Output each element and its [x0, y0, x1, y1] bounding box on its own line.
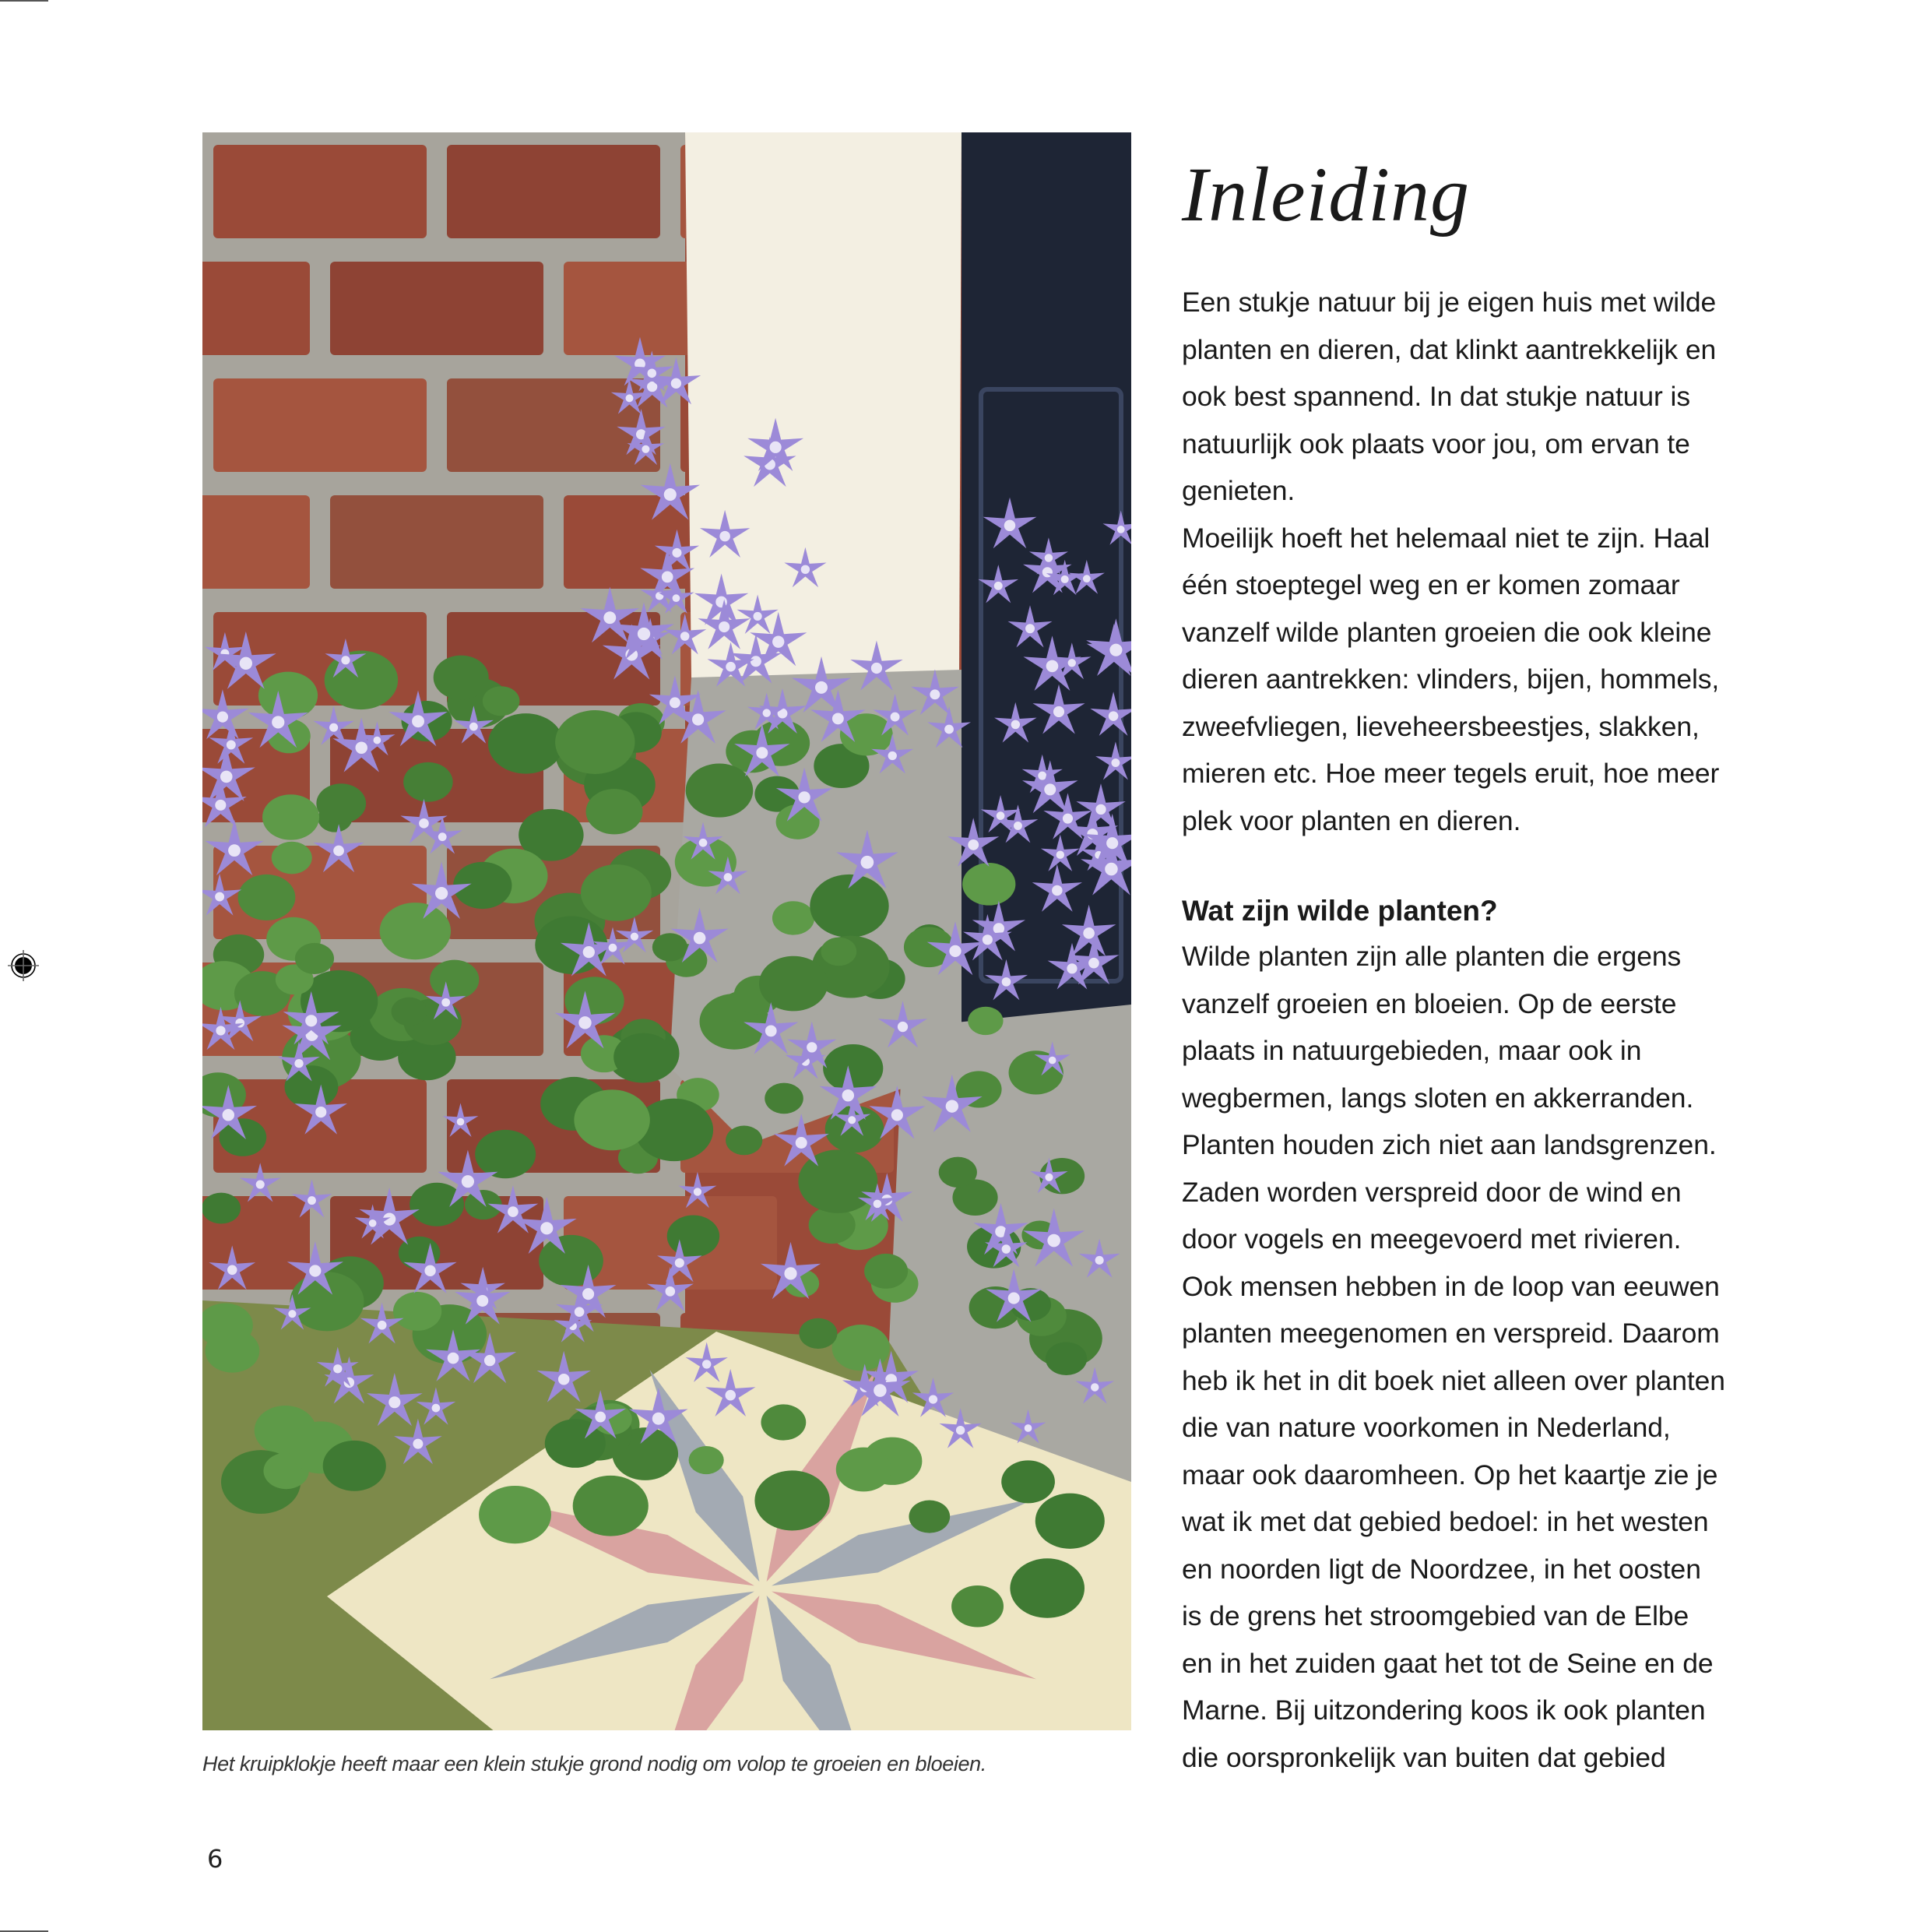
flower-center — [1046, 660, 1059, 673]
flower-center — [662, 572, 673, 583]
flower-center — [798, 791, 810, 803]
flower-center — [726, 662, 736, 672]
flower-center — [1109, 711, 1119, 721]
flower-center — [1038, 772, 1046, 780]
leaf — [393, 1292, 441, 1331]
flower-center — [378, 1321, 387, 1330]
flower-center — [672, 548, 681, 558]
flower-center — [956, 1426, 965, 1434]
flower-center — [583, 946, 595, 958]
flower-center — [751, 656, 761, 667]
flower-center — [666, 1286, 676, 1297]
leaf — [686, 763, 754, 817]
flower-center — [670, 697, 680, 708]
flower-center — [438, 832, 447, 841]
text-line: die van nature voorkomen in Nederland, — [1182, 1412, 1671, 1443]
flower-center — [765, 1026, 777, 1037]
flower-center — [801, 565, 810, 574]
flower-center — [1052, 885, 1063, 896]
leaf — [403, 762, 453, 802]
flower-center — [1045, 554, 1053, 561]
flower-center — [227, 741, 236, 750]
leaf — [581, 864, 652, 921]
flower-center — [888, 751, 897, 760]
flower-center — [763, 709, 771, 716]
photo-kruipklokje — [202, 132, 1131, 1730]
flower-center — [1095, 804, 1106, 815]
photo-illustration — [202, 132, 1131, 1730]
brick — [330, 262, 543, 355]
text-line: heb ik het in dit boek niet alleen over planten — [1182, 1364, 1725, 1396]
flower-center — [944, 725, 954, 734]
flower-center — [1117, 526, 1125, 533]
leaf — [761, 1404, 806, 1440]
flower-center — [1002, 977, 1011, 987]
flower-center — [309, 1265, 321, 1276]
flower-center — [638, 628, 650, 640]
flower-center — [448, 1353, 459, 1364]
flower-center — [842, 1089, 854, 1101]
text-line: natuurlijk ook plaats voor jou, om ervan te — [1182, 428, 1690, 459]
leaf — [573, 1476, 649, 1536]
text-line: en in het zuiden gaat het tot de Seine en de — [1182, 1647, 1714, 1679]
flower-center — [1106, 837, 1118, 849]
text-line: en noorden ligt de Noordzee, in het oosten — [1182, 1553, 1701, 1585]
leaf — [810, 875, 888, 938]
flower-center — [891, 1109, 903, 1121]
leaf — [434, 656, 489, 700]
leaf — [772, 901, 814, 934]
flower-center — [215, 892, 224, 902]
flower-center — [432, 1404, 441, 1413]
leaf — [799, 1318, 837, 1349]
flower-center — [968, 839, 979, 850]
flower-center — [329, 723, 338, 732]
flower-center — [642, 445, 649, 453]
text-line: genieten. — [1182, 475, 1295, 506]
leaf — [968, 1007, 1003, 1035]
leaf — [652, 933, 687, 961]
flower-center — [374, 737, 381, 744]
flower-center — [1025, 1424, 1032, 1432]
flower-center — [220, 771, 233, 783]
leaf — [754, 1470, 829, 1530]
text-line: Moeilijk hoeft het helemaal niet te zijn. Haal — [1182, 522, 1710, 554]
flower-center — [891, 713, 900, 722]
leaf — [667, 1216, 719, 1258]
flower-center — [994, 582, 1003, 590]
flower-center — [217, 712, 228, 723]
flower-center — [929, 1395, 937, 1403]
section-heading: Wat zijn wilde planten? — [1182, 895, 1498, 927]
flower-center — [578, 1016, 591, 1029]
leaf — [430, 960, 479, 1000]
leaf — [1001, 1460, 1055, 1503]
flower-center — [983, 934, 993, 945]
brick — [202, 495, 310, 589]
flower-center — [1095, 1256, 1104, 1265]
flower-center — [671, 378, 681, 389]
flower-center — [215, 800, 226, 811]
flower-center — [930, 689, 940, 699]
flower-center — [860, 856, 874, 869]
brick — [330, 495, 543, 589]
registration-mark-icon — [6, 948, 40, 983]
flower-center — [796, 1137, 807, 1149]
flower-center — [413, 1439, 423, 1449]
flower-center — [575, 1307, 585, 1317]
flower-center — [294, 1059, 303, 1068]
flower-center — [457, 1118, 465, 1126]
flower-center — [412, 715, 424, 727]
leaf — [392, 998, 427, 1026]
flower-center — [848, 1116, 856, 1124]
leaf — [1010, 1558, 1085, 1617]
flower-center — [1011, 720, 1020, 729]
flower-center — [1063, 814, 1073, 824]
leaf — [962, 863, 1015, 906]
flower-center — [1002, 1244, 1011, 1253]
leaf — [488, 713, 564, 773]
flower-center — [1045, 1174, 1053, 1181]
flower-center — [694, 932, 706, 945]
flower-center — [874, 1200, 882, 1209]
leaf — [272, 842, 312, 875]
flower-center — [946, 1100, 958, 1112]
text-line: Een stukje natuur bij je eigen huis met wilde — [1182, 287, 1717, 318]
section-paragraph — [1182, 933, 1789, 1781]
leaf — [238, 875, 296, 920]
flower-center — [540, 1222, 553, 1234]
flower-center — [756, 747, 768, 758]
flower-center — [692, 713, 704, 725]
flower-center — [1014, 822, 1022, 830]
flower-center — [305, 1015, 317, 1026]
leaf — [258, 672, 318, 720]
flower-center — [1109, 644, 1122, 656]
flower-center — [997, 811, 1005, 820]
flower-center — [484, 1355, 495, 1366]
leaf — [759, 956, 828, 1012]
flower-center — [719, 621, 729, 632]
flower-center — [1053, 706, 1064, 717]
flower-center — [595, 1412, 606, 1423]
flower-center — [625, 394, 633, 402]
leaf — [410, 1183, 464, 1226]
leaf — [951, 1585, 1004, 1628]
flower-center — [462, 1175, 474, 1188]
flower-center — [1044, 783, 1056, 795]
flower-center — [680, 632, 690, 641]
leaf — [689, 1446, 724, 1474]
text-line: vanzelf groeien en bloeien. Op de eerste — [1182, 987, 1677, 1019]
leaf — [295, 943, 334, 974]
flower-center — [1068, 659, 1076, 667]
flower-center — [1047, 1234, 1060, 1248]
flower-center — [1049, 1057, 1056, 1065]
text-line: Ook mensen hebben in de loop van eeuwen — [1182, 1270, 1720, 1302]
text-line: wegbermen, langs sloten en akkerranden. — [1182, 1082, 1694, 1114]
flower-center — [227, 1265, 237, 1276]
flower-center — [256, 1181, 265, 1189]
flower-center — [719, 531, 730, 542]
flower-center — [609, 944, 617, 952]
brick — [213, 145, 427, 238]
leaf — [262, 794, 319, 839]
flower-center — [419, 818, 429, 829]
flower-center — [648, 369, 657, 378]
text-line: vanzelf wilde planten groeien die ook kleine — [1182, 616, 1712, 648]
leaf — [726, 1126, 762, 1156]
leaf — [613, 1033, 673, 1082]
brick — [447, 145, 660, 238]
flower-center — [1008, 1293, 1020, 1304]
flower-center — [333, 1364, 342, 1373]
flower-center — [874, 1384, 886, 1396]
flower-center — [652, 1413, 665, 1425]
leaf — [939, 1157, 977, 1188]
flower-center — [228, 844, 241, 857]
flower-center — [388, 1396, 400, 1408]
flower-center — [871, 663, 882, 674]
leaf — [1035, 1494, 1105, 1549]
text-line: die oorspronkelijk van buiten dat gebied — [1182, 1741, 1666, 1773]
flower-center — [675, 1258, 684, 1268]
text-line: planten en dieren, dat klinkt aantrekkelijk en — [1182, 333, 1717, 365]
flower-center — [1061, 575, 1069, 583]
flower-center — [558, 1374, 570, 1385]
leaf — [574, 1089, 649, 1150]
text-line: maar ook daaromheen. Op het kaartje zie je — [1182, 1459, 1718, 1490]
text-line: wat ik met dat gebied bedoel: in het westen — [1182, 1506, 1709, 1537]
flower-center — [673, 594, 680, 602]
flower-center — [216, 1026, 225, 1035]
page-number: 6 — [207, 1844, 223, 1874]
leaf — [836, 1448, 891, 1492]
leaf — [475, 1130, 536, 1178]
flower-center — [341, 656, 350, 664]
leaf — [909, 1500, 950, 1533]
flower-center — [807, 1042, 817, 1052]
flower-center — [784, 1267, 796, 1279]
flower-center — [469, 723, 478, 731]
leaf — [1046, 1342, 1087, 1375]
flower-center — [1083, 575, 1091, 582]
text-line: zweefvliegen, lieveheersbeestjes, slakken, — [1182, 710, 1700, 742]
flower-center — [333, 846, 344, 857]
text-line: plek voor planten en dieren. — [1182, 804, 1521, 836]
flower-center — [699, 839, 708, 847]
flower-center — [815, 681, 828, 694]
leaf — [539, 1235, 603, 1286]
flower-center — [1056, 850, 1064, 858]
flower-center — [772, 635, 784, 647]
flower-center — [240, 657, 252, 670]
leaf — [555, 710, 635, 774]
leaf — [864, 1254, 908, 1289]
text-line: door vogels en meegevoerd met rivieren. — [1182, 1223, 1682, 1255]
flower-center — [724, 873, 733, 882]
flower-center — [631, 933, 638, 941]
flower-center — [694, 1188, 701, 1195]
text-line: planten meegenomen en verspreid. Daarom — [1182, 1318, 1720, 1349]
flower-center — [1025, 624, 1035, 633]
leaf — [483, 686, 520, 716]
leaf — [206, 1329, 260, 1373]
flower-center — [315, 1107, 326, 1117]
flower-center — [770, 442, 782, 453]
leaf — [821, 938, 856, 966]
text-line: plaats in natuurgebieden, maar ook in — [1182, 1035, 1642, 1066]
intro-paragraph — [1182, 279, 1789, 844]
crop-mark-top — [0, 0, 48, 2]
text-line: Planten houden zich niet aan landsgrenzen. — [1182, 1129, 1717, 1160]
flower-center — [441, 998, 450, 1007]
chapter-title: Inleiding — [1182, 151, 1471, 238]
flower-center — [949, 945, 961, 957]
leaf — [765, 1083, 803, 1114]
text-line: dieren aantrekken: vlinders, bijen, hommels, — [1182, 663, 1720, 695]
flower-center — [1111, 758, 1120, 767]
flower-center — [725, 1390, 736, 1401]
text-line: ook best spannend. In dat stukje natuur is — [1182, 381, 1690, 412]
flower-center — [476, 1295, 488, 1307]
flower-center — [355, 742, 367, 754]
flower-center — [832, 713, 844, 724]
flower-center — [664, 488, 677, 501]
flower-center — [223, 1109, 234, 1121]
flower-center — [1105, 863, 1118, 876]
flower-center — [898, 1022, 908, 1032]
flower-center — [754, 612, 762, 621]
leaf — [479, 1486, 551, 1543]
text-line: is de grens het stroomgebied van de Elbe — [1182, 1600, 1689, 1631]
leaf — [586, 789, 643, 834]
flower-center — [288, 1310, 296, 1318]
leaf — [316, 783, 366, 823]
flower-center — [582, 1288, 594, 1300]
text-line: Wilde planten zijn alle planten die ergens — [1182, 941, 1682, 972]
text-line: Marne. Bij uitzondering koos ik ook planten — [1182, 1694, 1706, 1726]
flower-center — [424, 1265, 435, 1276]
flower-center — [272, 716, 284, 728]
flower-center — [1091, 1383, 1099, 1391]
flower-center — [435, 887, 448, 899]
text-line: Zaden worden verspreid door de wind en — [1182, 1176, 1682, 1208]
text-line: mieren etc. Hoe meer tegels eruit, hoe meer — [1182, 758, 1720, 789]
leaf — [380, 903, 451, 959]
article — [1182, 148, 1789, 1781]
text-line: één stoeptegel weg en er komen zomaar — [1182, 569, 1680, 600]
brick — [202, 262, 310, 355]
flower-center — [369, 1219, 377, 1227]
flower-center — [308, 1196, 316, 1205]
leaf — [202, 1193, 241, 1224]
flower-center — [1004, 520, 1015, 531]
leaf — [323, 1441, 386, 1491]
flower-center — [508, 1206, 519, 1217]
photo-caption: Het kruipklokje heeft maar een klein stukje grond nodig om volop te groeien en bloeien. — [202, 1752, 986, 1775]
flower-center — [603, 611, 616, 624]
brick — [213, 378, 427, 472]
flower-center — [1088, 958, 1099, 969]
flower-center — [1083, 927, 1095, 939]
flower-center — [1067, 963, 1077, 973]
flower-center — [702, 1360, 711, 1368]
